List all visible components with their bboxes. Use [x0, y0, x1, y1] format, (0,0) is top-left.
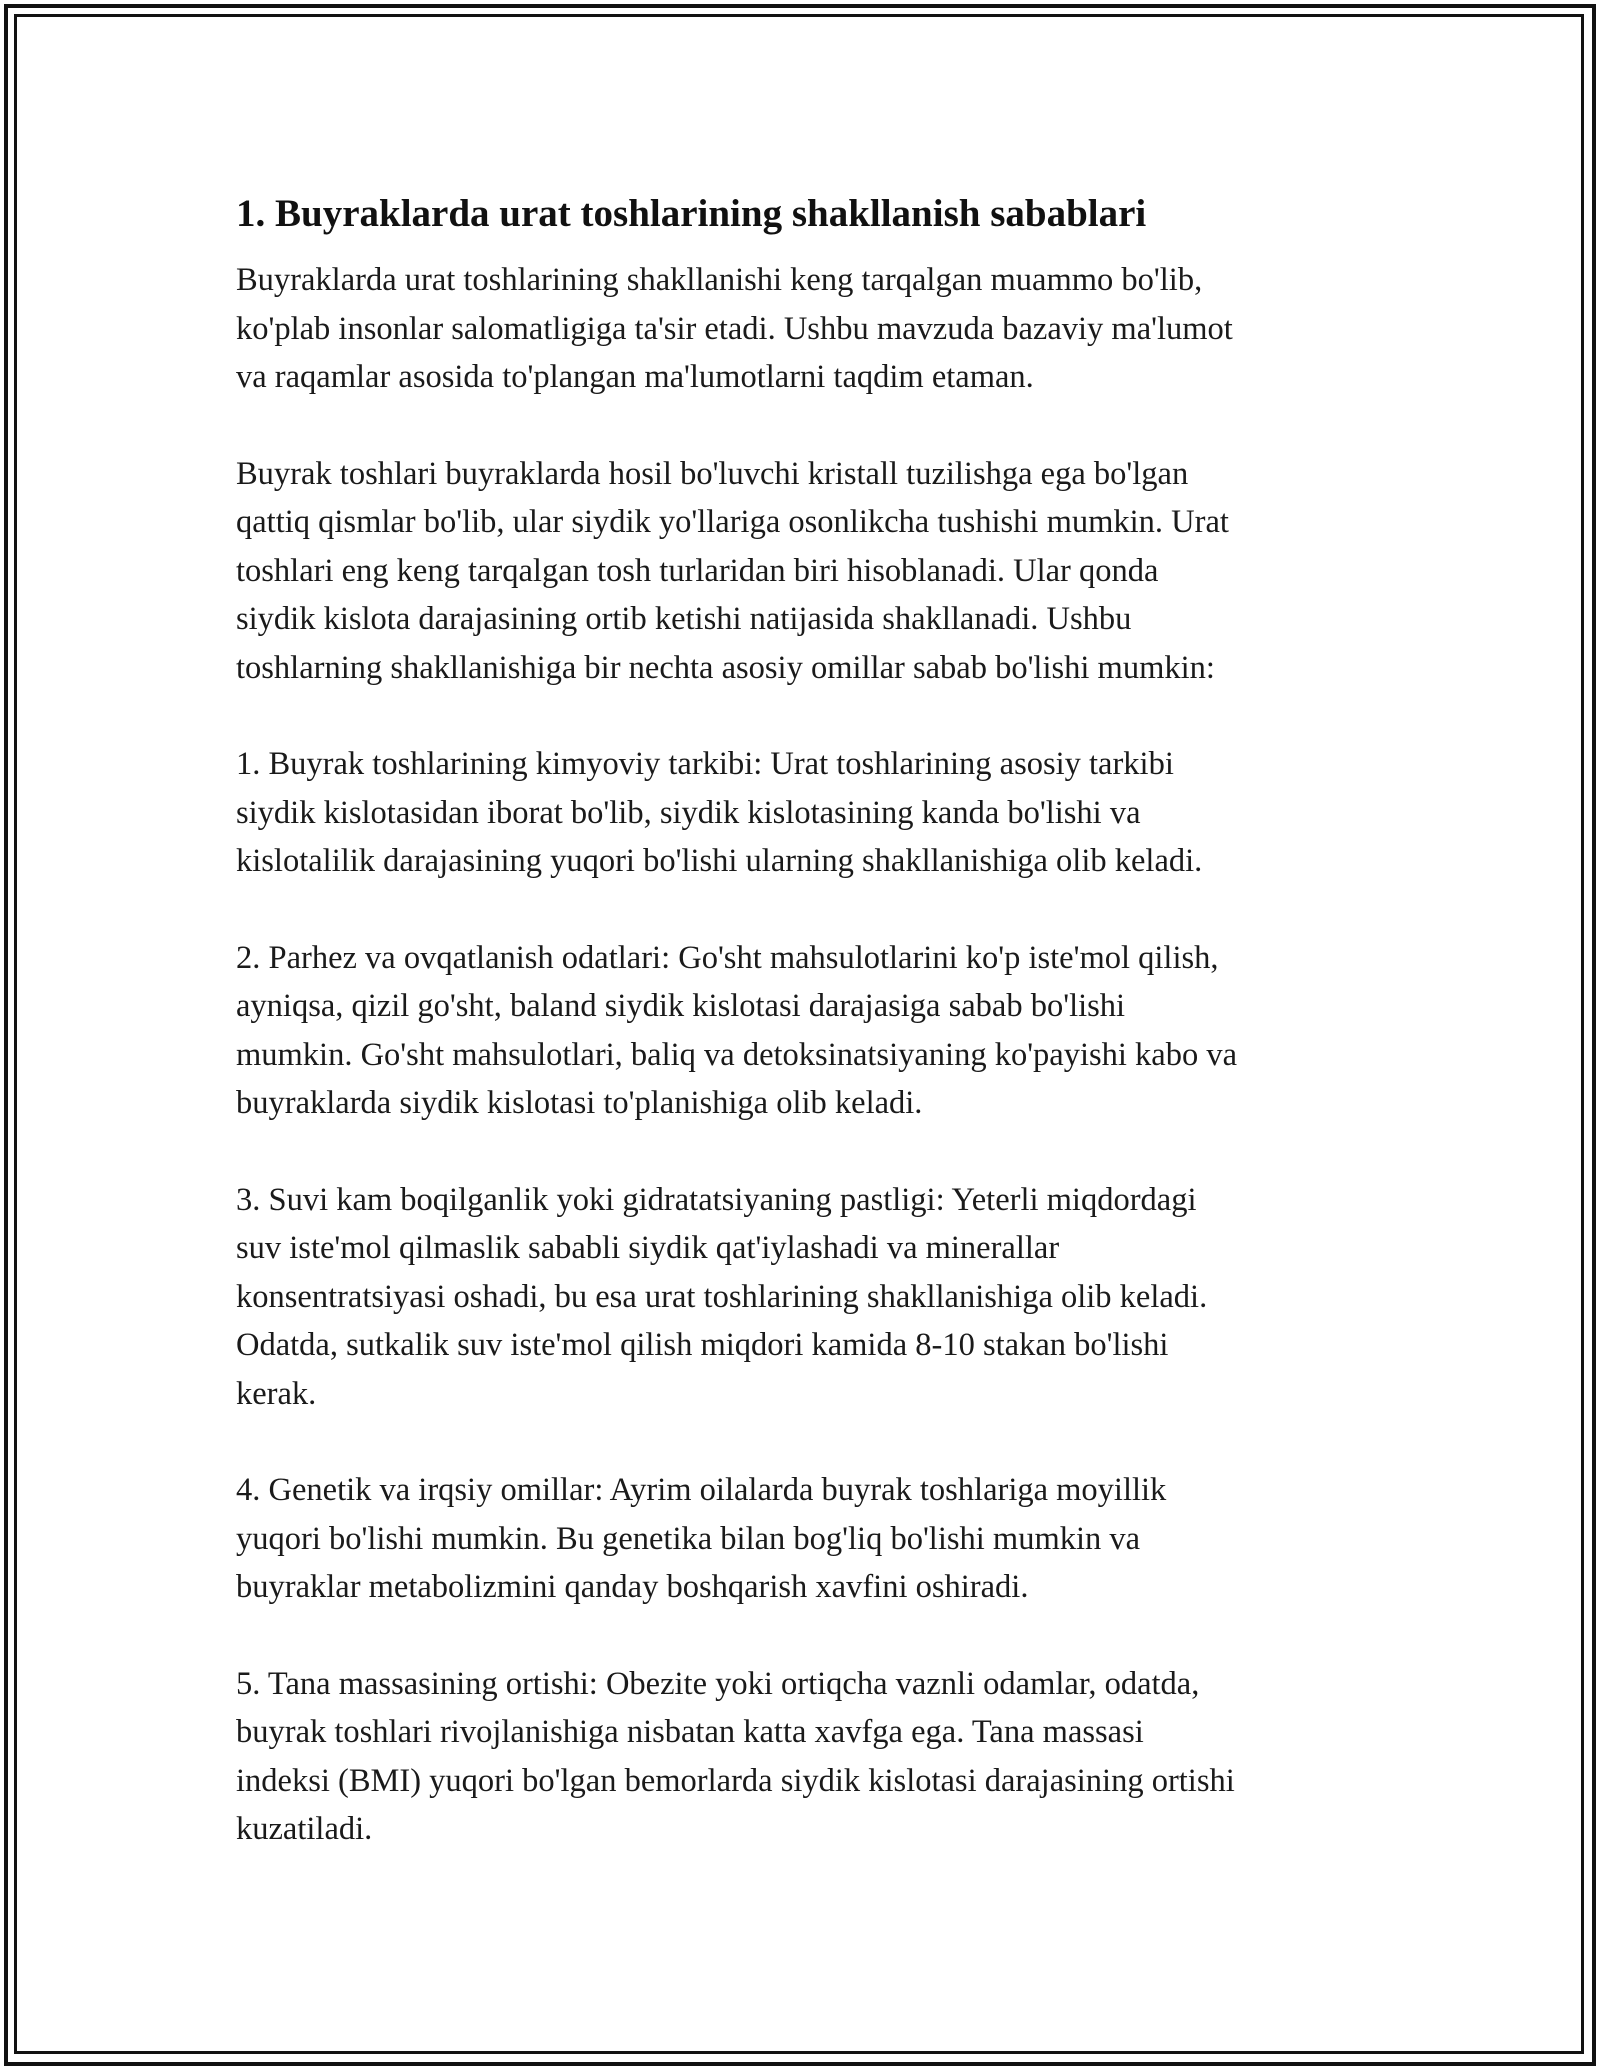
cause-low-hydration: 3. Suvi kam boqilganlik yoki gidratatsiyaning pastligi: Yeterli miqdordagi suv iste'mol qilmaslik sababli siydik qat'iylashadi va minerallar konsentratsiyasi oshadi, bu esa urat toshlarining shakllanishiga olib keladi. Odatda, sutkalik suv iste'mol qilish miqdori kamida 8-10 stakan bo'lishi kerak.	[236, 1181, 1208, 1412]
cause-chemical-composition: 1. Buyrak toshlarining kimyoviy tarkibi: Urat toshlarining asosiy tarkibi siydik kislotasidan iborat bo'lib, siydik kislotasining kanda bo'lishi va kislotalilik darajasining yuqori bo'lishi ularning shakllanishiga olib keladi.	[236, 746, 1203, 879]
cause-body-mass: 5. Tana massasining ortishi: Obezite yoki ortiqcha vaznli odamlar, odatda, buyrak toshlari rivojlanishiga nisbatan katta xavfga ega. Tana massasi indeksi (BMI) yuqori bo'lgan bemorlarda siydik kislotasi darajasining ortishi kuzatiladi.	[236, 1665, 1235, 1847]
cause-genetic-factors: 4. Genetik va irqsiy omillar: Ayrim oilalarda buyrak toshlariga moyillik yuqori bo'lishi mumkin. Bu genetika bilan bog'liq bo'lishi mumkin va buyraklar metabolizmini qanday boshqarish xavfini oshiradi.	[236, 1472, 1167, 1605]
definition-paragraph: Buyrak toshlari buyraklarda hosil bo'luvchi kristall tuzilishga ega bo'lgan qattiq qismlar bo'lib, ular siydik yo'llariga osonlikcha tushishi mumkin. Urat toshlari eng keng tarqalgan tosh turlaridan biri hisoblanadi. Ular qonda siydik kislota darajasining ortib ketishi natijasida shakllanadi. Ushbu toshlarning shakllanishiga bir nechta asosiy omillar sabab bo'lishi mumkin:	[236, 455, 1229, 686]
document-title: 1. Buyraklarda urat toshlarining shakllanish sabablari	[236, 192, 1147, 235]
cause-diet-habits: 2. Parhez va ovqatlanish odatlari: Go'sht mahsulotlarini ko'p iste'mol qilish, ayniqsa, qizil go'sht, baland siydik kislotasi darajasiga sabab bo'lishi mumkin. Go'sht mahsulotlari, baliq va detoksinatsiyaning ko'payishi kabo va buyraklarda siydik kislotasi to'planishiga olib keladi.	[236, 939, 1238, 1121]
document-body	[236, 186, 1386, 1854]
intro-paragraph: Buyraklarda urat toshlarining shakllanishi keng tarqalgan muammo bo'lib, ko'plab insonlar salomatligiga ta'sir etadi. Ushbu mavzuda bazaviy ma'lumot va raqamlar asosida to'plangan ma'lumotlarni taqdim etaman.	[236, 262, 1233, 395]
